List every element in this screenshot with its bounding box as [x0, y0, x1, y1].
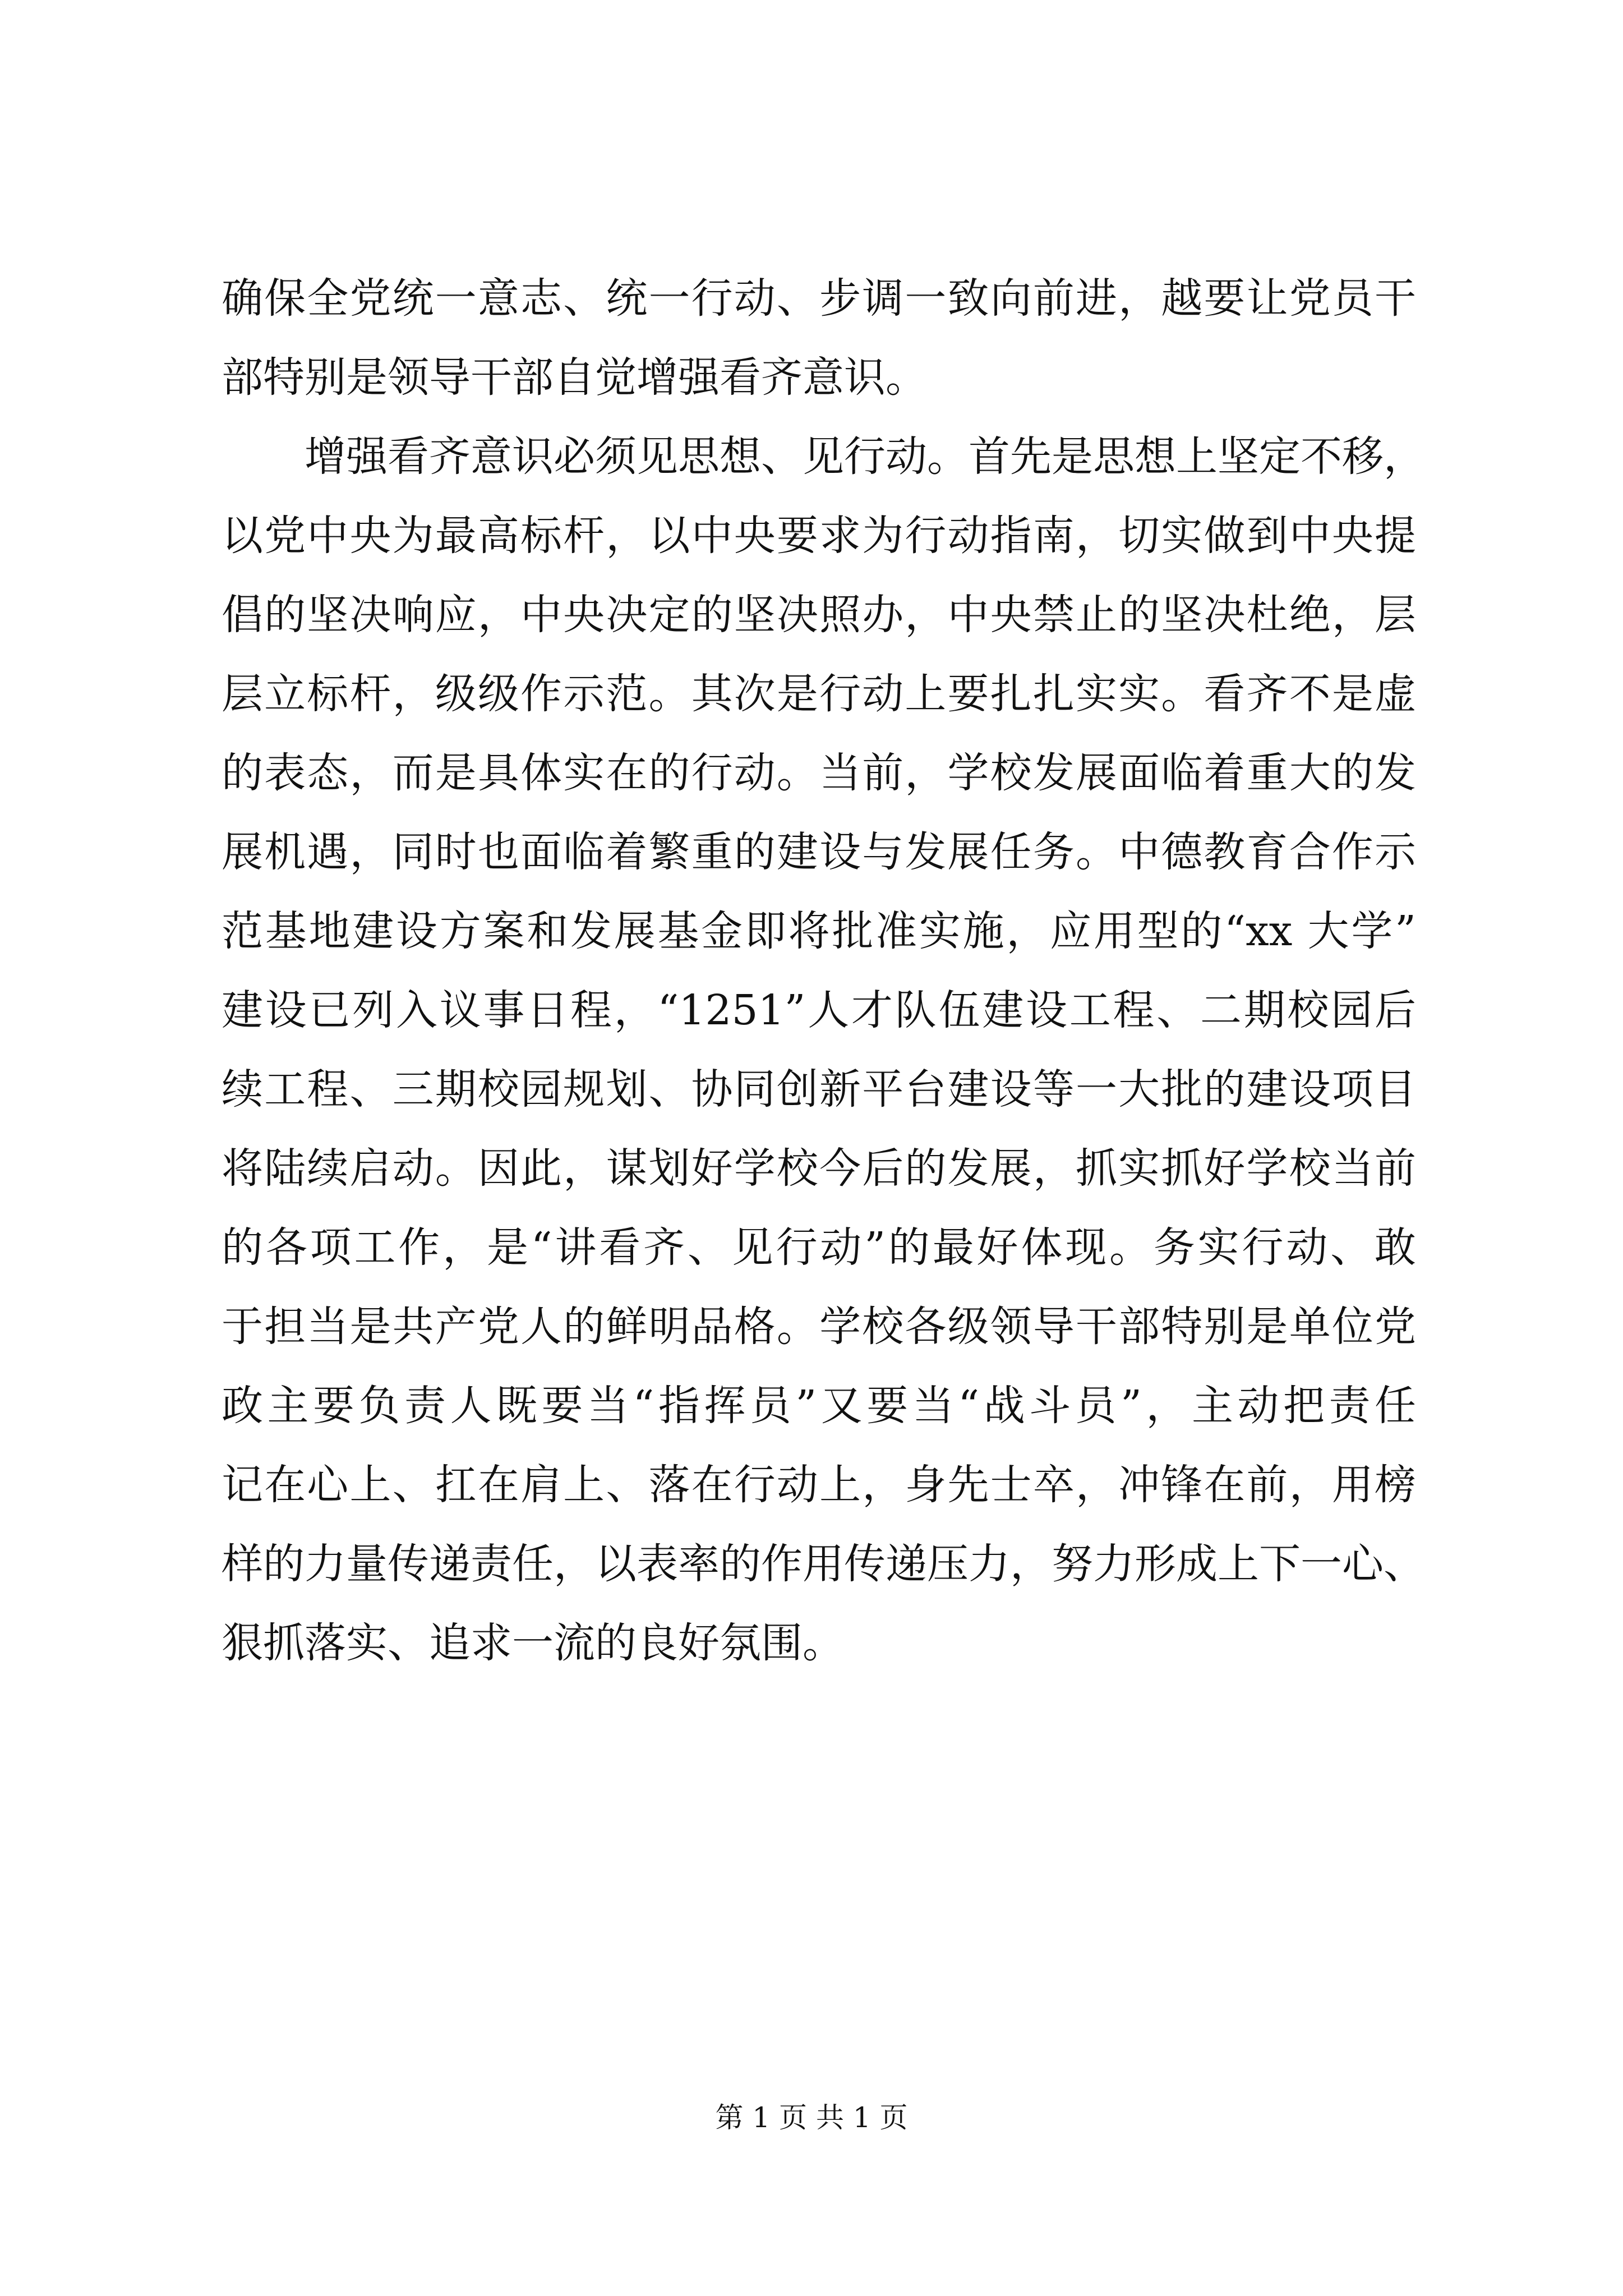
text-line: 确保全党统一意志、统一行动、步调一致向前进，越要让党员干: [222, 274, 1416, 323]
text-line: 倡的坚决响应，中央决定的坚决照办，中央禁止的坚决杜绝，层: [222, 591, 1416, 639]
paragraph-first-line: 增强看齐意识必须见思想、见行动。首先是思想上坚定不移，: [305, 432, 1425, 481]
text-line: 范基地建设方案和发展基金即将批准实施，应用型的“xx 大学”: [222, 907, 1416, 955]
text-line: 的各项工作，是“讲看齐、见行动”的最好体现。务实行动、敢: [222, 1223, 1416, 1272]
text-line: 层立标杆，级级作示范。其次是行动上要扎扎实实。看齐不是虚: [222, 670, 1416, 718]
document-body: [222, 259, 1425, 1683]
text-line: 政主要负责人既要当“指挥员”又要当“战斗员”，主动把责任: [222, 1382, 1416, 1430]
text-line: 将陆续启动。因此，谋划好学校今后的发展，抓实抓好学校当前: [222, 1144, 1416, 1193]
text-line: 续工程、三期校园规划、协同创新平台建设等一大批的建设项目: [222, 1065, 1416, 1114]
text-line: 的表态，而是具体实在的行动。当前，学校发展面临着重大的发: [222, 749, 1416, 797]
text-line: 样的力量传递责任，以表率的作用传递压力，努力形成上下一心、: [222, 1540, 1425, 1588]
text-line: 于担当是共产党人的鲜明品格。学校各级领导干部特别是单位党: [222, 1303, 1416, 1351]
text-line: 部特别是领导干部自觉增强看齐意识。: [222, 353, 927, 402]
text-line: 以党中央为最高标杆，以中央要求为行动指南，切实做到中央提: [222, 512, 1416, 560]
text-line: 记在心上、扛在肩上、落在行动上，身先士卒，冲锋在前，用榜: [222, 1461, 1416, 1509]
page-number-footer: 第 1 页 共 1 页: [715, 2101, 908, 2134]
text-line: 狠抓落实、追求一流的良好氛围。: [222, 1619, 844, 1667]
text-line: 展机遇，同时也面临着繁重的建设与发展任务。中德教育合作示: [222, 828, 1416, 876]
text-line: 建设已列入议事日程，“1251”人才队伍建设工程、二期校园后: [222, 986, 1416, 1034]
